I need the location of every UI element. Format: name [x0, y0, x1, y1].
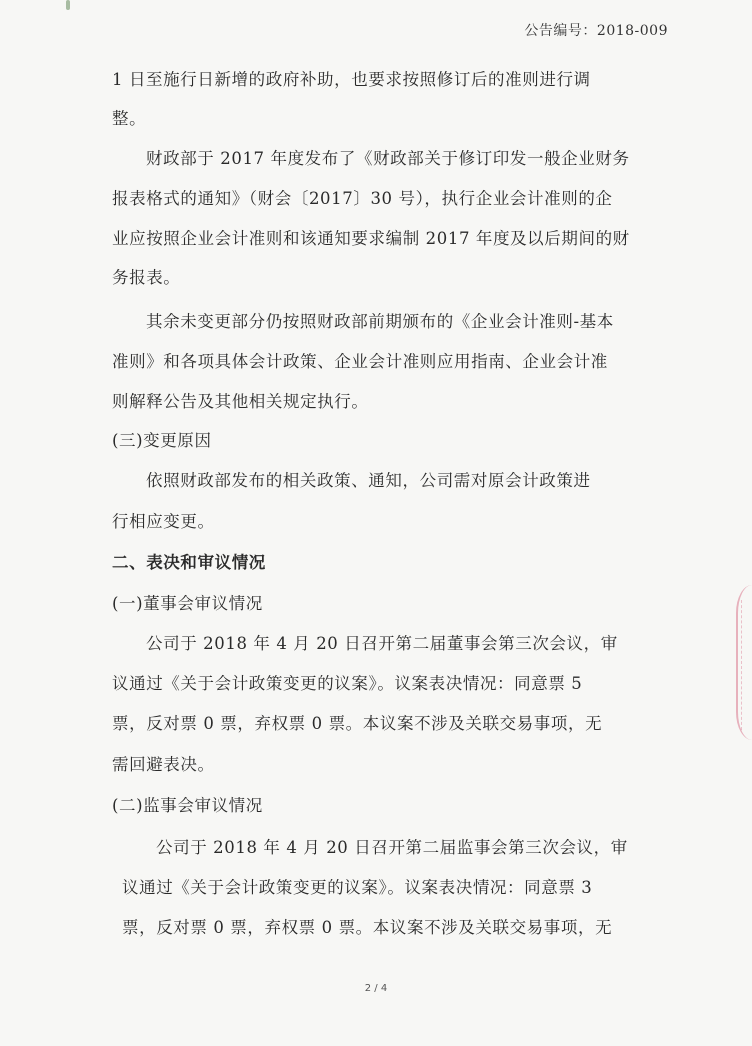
section-heading: (一)董事会审议情况	[112, 594, 263, 613]
paragraph-line: 需回避表决。	[112, 755, 215, 774]
paragraph-line: 票，反对票 0 票，弃权票 0 票。本议案不涉及关联交易事项，无	[122, 918, 613, 937]
paragraph-line: 其余未变更部分仍按照财政部前期颁布的《企业会计准则-基本	[146, 312, 614, 331]
paragraph-line: 准则》和各项具体会计政策、企业会计准则应用指南、企业会计准	[112, 352, 608, 371]
announcement-number: 公告编号：2018-009	[524, 23, 668, 39]
paragraph-line: 议通过《关于会计政策变更的议案》。议案表决情况：同意票 5	[112, 674, 583, 693]
paragraph-line: 报表格式的通知》（财会〔2017〕30 号），执行企业会计准则的企	[112, 189, 613, 208]
paragraph-line: 务报表。	[112, 268, 181, 287]
section-heading: (二)监事会审议情况	[112, 796, 263, 815]
section-heading: (三)变更原因	[112, 431, 212, 450]
paragraph-line: 议通过《关于会计政策变更的议案》。议案表决情况：同意票 3	[122, 878, 593, 897]
paragraph-line: 行相应变更。	[112, 512, 215, 531]
page-number: 2 / 4	[364, 983, 388, 994]
paragraph-line: 1 日至施行日新增的政府补助，也要求按照修订后的准则进行调	[112, 70, 591, 89]
chapter-heading: 二、表决和审议情况	[112, 553, 266, 572]
paragraph-line: 财政部于 2017 年度发布了《财政部关于修订印发一般企业财务	[146, 149, 630, 168]
paragraph-line: 公司于 2018 年 4 月 20 日召开第二届监事会第三次会议，审	[156, 838, 628, 857]
paragraph-line: 整。	[112, 109, 147, 128]
seal-stamp-edge-inner	[741, 600, 748, 730]
paragraph-line: 票，反对票 0 票，弃权票 0 票。本议案不涉及关联交易事项，无	[112, 714, 603, 733]
paragraph-line: 则解释公告及其他相关规定执行。	[112, 392, 369, 411]
paragraph-line: 公司于 2018 年 4 月 20 日召开第二届董事会第三次会议，审	[146, 634, 618, 653]
scan-speck	[66, 0, 70, 10]
paragraph-line: 依照财政部发布的相关政策、通知，公司需对原会计政策进	[146, 471, 591, 490]
paragraph-line: 业应按照企业会计准则和该通知要求编制 2017 年度及以后期间的财	[112, 229, 630, 248]
